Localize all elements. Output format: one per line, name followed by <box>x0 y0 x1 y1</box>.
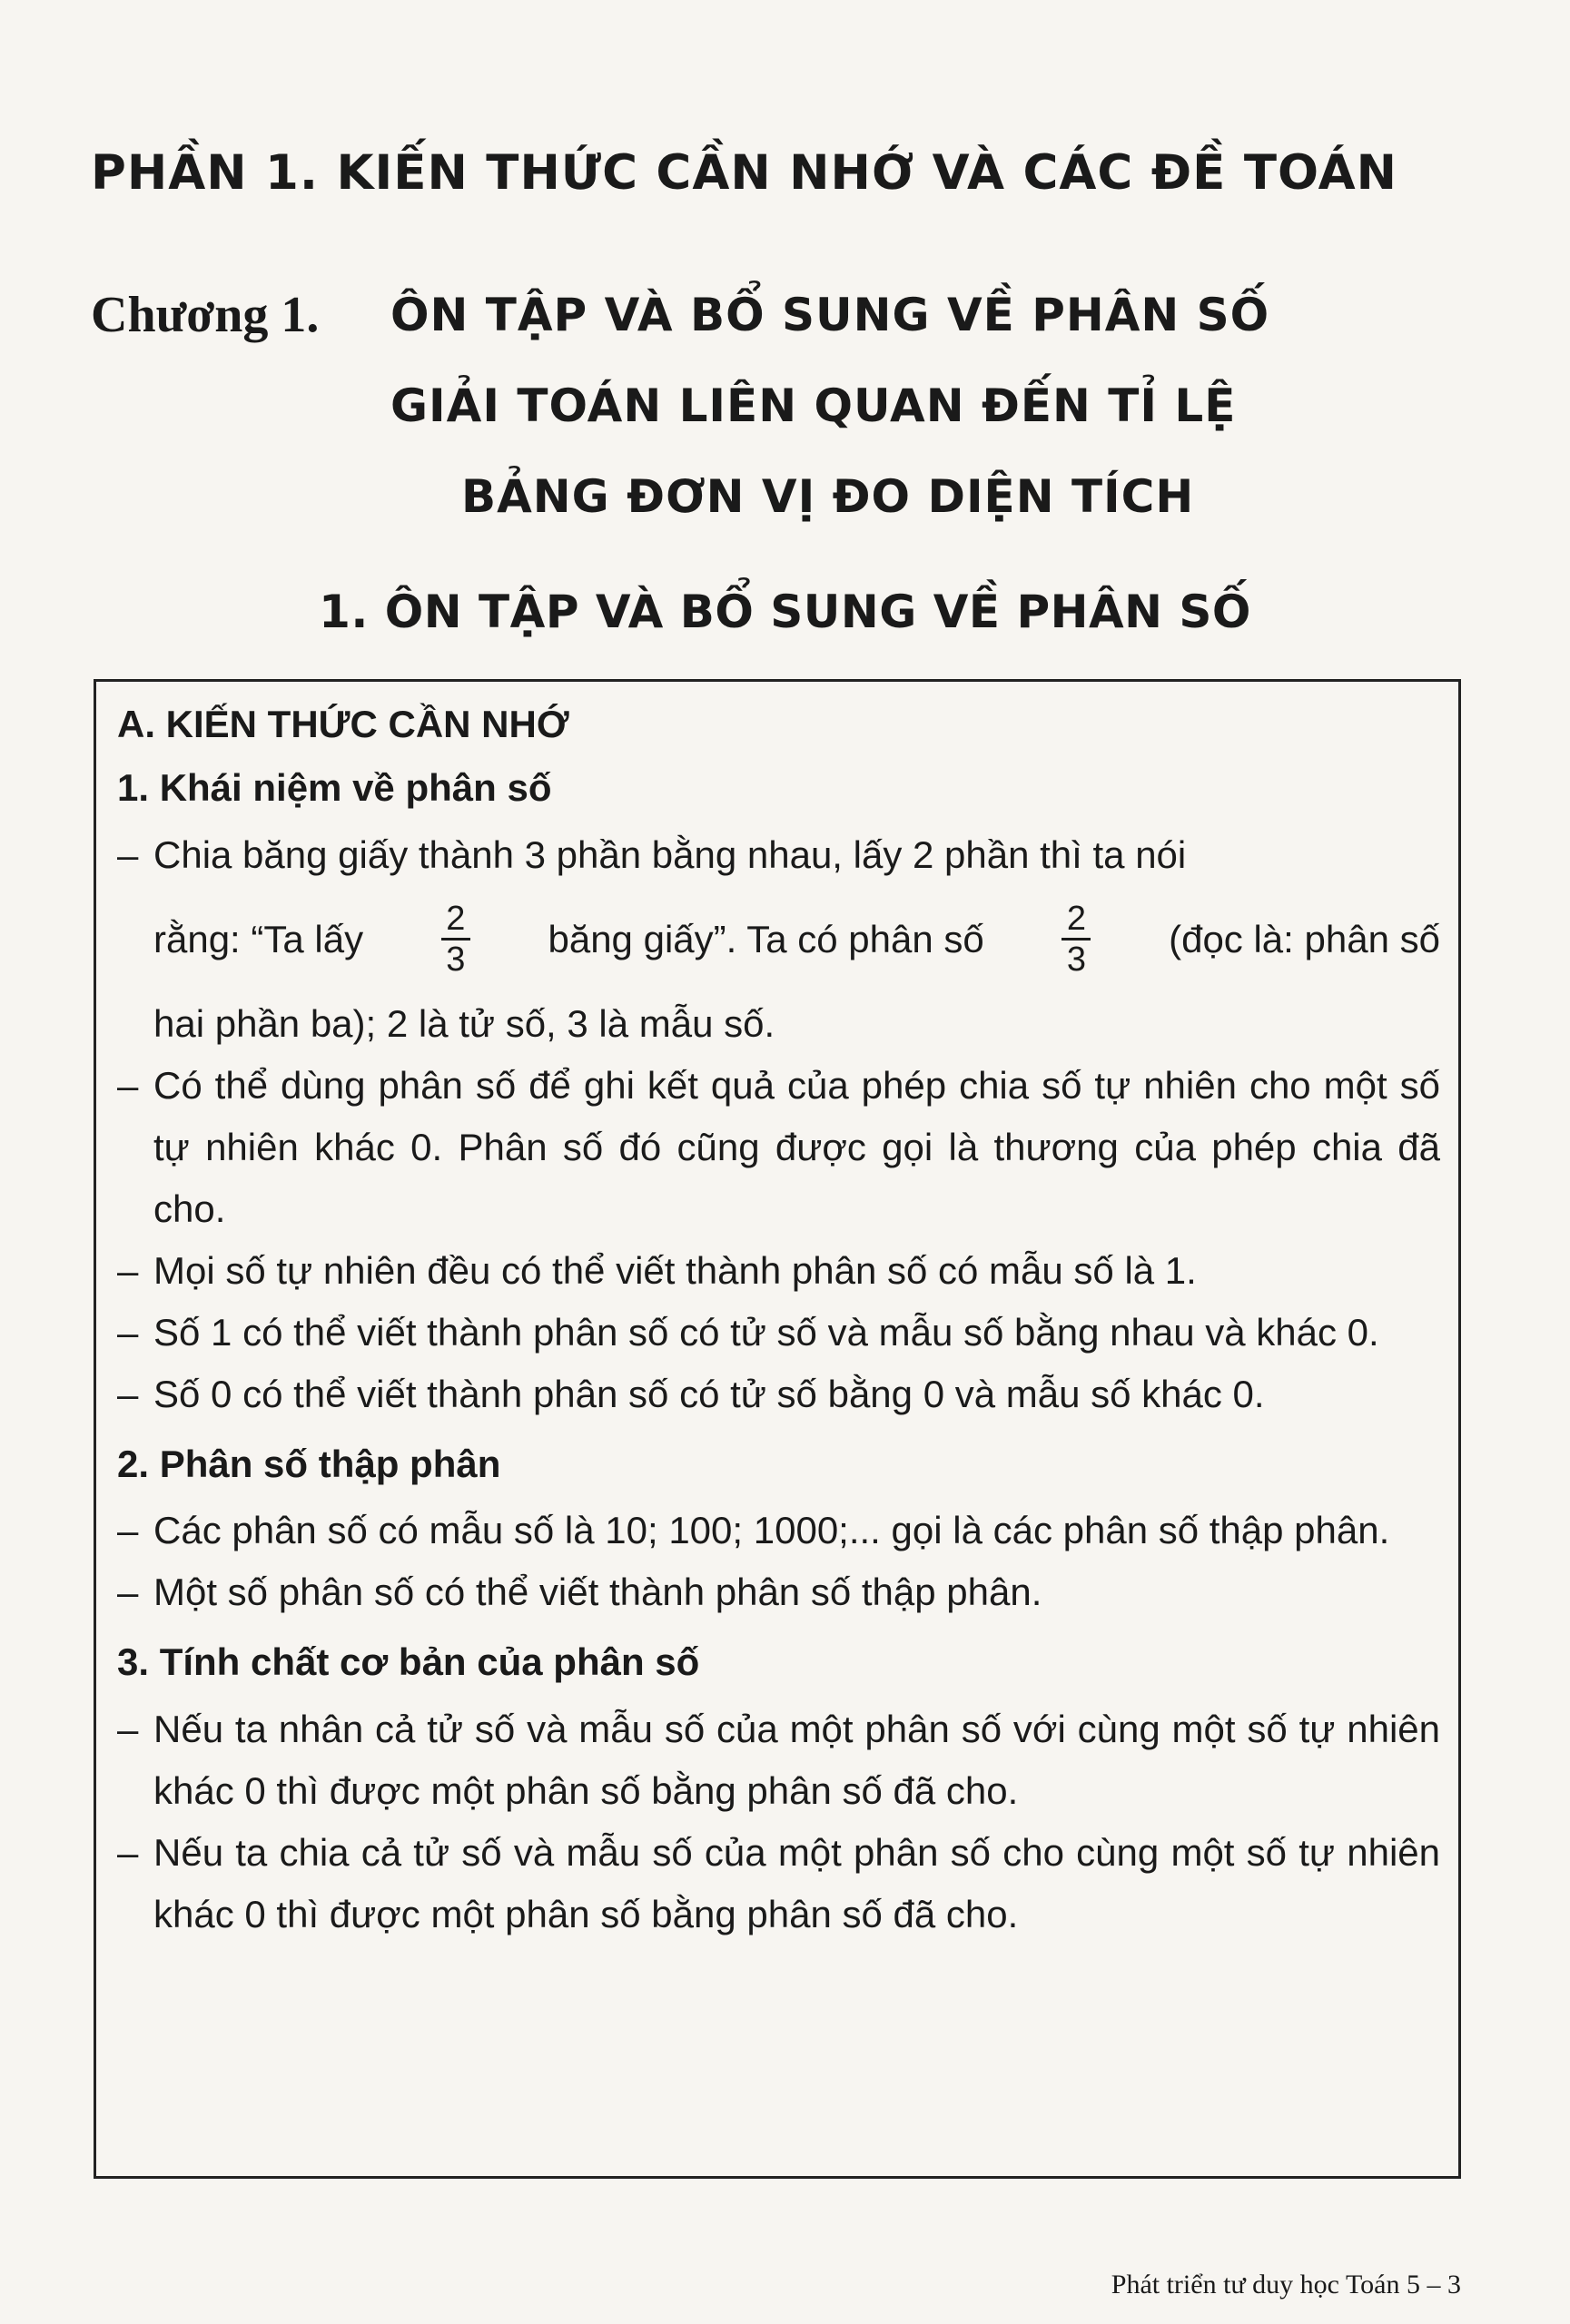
s1-item-3 <box>117 1240 1440 1302</box>
s1-item-1 <box>117 824 1440 1055</box>
fraction-numerator: 2 <box>446 900 466 939</box>
s1-item-1-text-a: rằng: “Ta lấy <box>153 917 364 960</box>
fraction-denominator: 3 <box>1066 940 1086 980</box>
s2-item-1 <box>117 1500 1440 1561</box>
s1-item-1-text-c: (đọc là: phân số <box>1169 917 1440 960</box>
s1-item-2-text: Có thể dùng phân số để ghi kết quả của phép chia số tự nhiên cho một số tự nhiên khác 0. Phân số đó cũng được gọi là thương của phép chia đã cho. <box>153 1063 1440 1230</box>
fraction-denominator: 3 <box>446 940 466 980</box>
s3-item-2-text: Nếu ta chia cả tử số và mẫu số của một phân số cho cùng một số tự nhiên khác 0 thì được một phân số bằng phân số đã cho. <box>153 1830 1440 1935</box>
part-title: PHẦN 1. KIẾN THỨC CẦN NHỚ VÀ CÁC ĐỀ TOÁN <box>91 145 1397 201</box>
s2-item-2 <box>117 1561 1440 1623</box>
s1-item-1-fraction-line <box>153 886 1440 993</box>
knowledge-box <box>94 679 1461 2179</box>
page-footer: Phát triển tư duy học Toán 5 – 3 <box>1111 2270 1461 2299</box>
s3-item-1-text: Nếu ta nhân cả tử số và mẫu số của một phân số với cùng một số tự nhiên khác 0 thì được một phân số bằng phân số đã cho. <box>153 1707 1440 1812</box>
s1-item-5 <box>117 1364 1440 1425</box>
chapter-title-line-1: ÔN TẬP VÀ BỔ SUNG VỀ PHÂN SỐ <box>390 289 1270 341</box>
s1-item-2 <box>117 1055 1440 1240</box>
section-1-title: 1. Khái niệm về phân số <box>117 766 552 810</box>
dash-marker: – <box>117 1571 139 1614</box>
s3-item-2 <box>117 1822 1440 1945</box>
s1-item-4 <box>117 1302 1440 1364</box>
chapter-title-line-3: BẢNG ĐƠN VỊ ĐO DIỆN TÍCH <box>461 470 1195 523</box>
section-2-title: 2. Phân số thập phân <box>117 1443 501 1486</box>
dash-marker: – <box>117 1248 139 1292</box>
chapter-label: Chương 1. <box>91 287 320 343</box>
s1-item-1-line-1: Chia băng giấy thành 3 phần bằng nhau, lấy 2 phần thì ta nói <box>153 832 1187 876</box>
chapter-title-line-2: GIẢI TOÁN LIÊN QUAN ĐẾN TỈ LỆ <box>390 379 1237 432</box>
s2-item-1-text: Các phân số có mẫu số là 10; 100; 1000;... gọi là các phân số thập phân. <box>153 1509 1390 1552</box>
dash-marker: – <box>117 1830 139 1874</box>
s1-item-4-text: Số 1 có thể viết thành phân số có tử số và mẫu số bằng nhau và khác 0. <box>153 1310 1379 1354</box>
s1-item-5-text: Số 0 có thể viết thành phân số có tử số bằng 0 và mẫu số khác 0. <box>153 1373 1265 1415</box>
dash-marker: – <box>117 1707 139 1750</box>
s2-item-2-text: Một số phân số có thể viết thành phân số thập phân. <box>153 1571 1042 1614</box>
section-title: 1. ÔN TẬP VÀ BỔ SUNG VỀ PHÂN SỐ <box>319 586 1251 638</box>
dash-marker: – <box>117 1509 139 1552</box>
dash-marker: – <box>117 1373 139 1415</box>
s1-item-1-text-b: băng giấy”. Ta có phân số <box>548 917 984 960</box>
box-heading: A. KIẾN THỨC CẦN NHỚ <box>117 703 569 745</box>
dash-marker: – <box>117 1310 139 1354</box>
fraction-two-thirds <box>1061 900 1091 979</box>
s1-item-3-text: Mọi số tự nhiên đều có thể viết thành phân số có mẫu số là 1. <box>153 1248 1197 1292</box>
knowledge-box-content <box>117 702 1440 1945</box>
s3-item-1 <box>117 1699 1440 1822</box>
s1-item-1-line-3: hai phần ba); 2 là tử số, 3 là mẫu số. <box>153 1001 775 1045</box>
dash-marker: – <box>117 1063 139 1107</box>
fraction-two-thirds <box>441 900 470 979</box>
dash-marker: – <box>117 832 139 876</box>
fraction-numerator: 2 <box>1066 900 1086 939</box>
section-3-title: 3. Tính chất cơ bản của phân số <box>117 1640 700 1684</box>
